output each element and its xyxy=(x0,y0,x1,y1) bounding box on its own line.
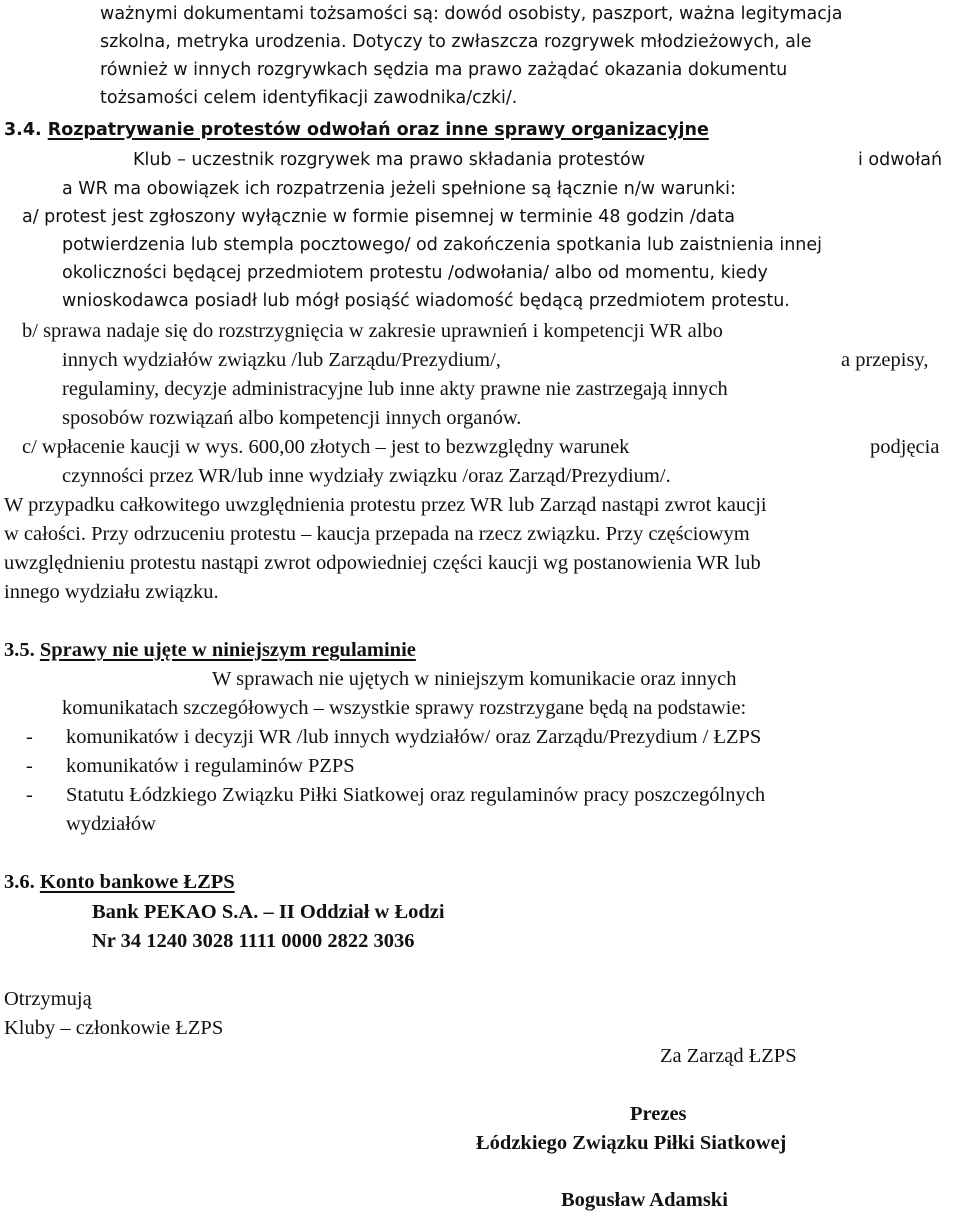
section-3-4-intro-line-2: a WR ma obowiązek ich rozpatrzenia jeżeli spełnione są łącznie n/w warunki: xyxy=(62,179,736,199)
section-3-4-heading xyxy=(4,117,709,143)
top-line-3-text: również w innych rozgrywkach sędzia ma prawo zażądać okazania dokumentu xyxy=(100,60,788,80)
section-3-6-title: Konto bankowe ŁZPS xyxy=(39,871,235,893)
item-b-line-1: b/ sprawa nadaje się do rozstrzygnięcia w zakresie uprawnień i kompetencji WR albo xyxy=(22,320,723,342)
bank-name: Bank PEKAO S.A. – II Oddział w Łodzi xyxy=(92,901,445,923)
section-3-5-intro-line-1: W sprawach nie ujętych w niniejszym komunikacie oraz innych xyxy=(212,668,737,690)
refund-line-3: uwzględnieniu protestu nastąpi zwrot odpowiedniej części kaucji wg postanowienia WR lub xyxy=(4,552,761,574)
section-3-4-number: 3.4. xyxy=(4,120,42,140)
refund-line-1: W przypadku całkowitego uwzględnienia protestu przez WR lub Zarząd nastąpi zwrot kaucji xyxy=(4,494,767,516)
bullet-2-text: komunikatów i regulaminów PZPS xyxy=(66,755,355,777)
top-paragraph-line-1 xyxy=(100,1,956,27)
item-b-line-4: sposobów rozwiązań albo kompetencji innych organów. xyxy=(62,407,522,429)
item-b-line-2-right: a przepisy, xyxy=(841,349,929,371)
section-3-4-title: Rozpatrywanie protestów odwołań oraz inne sprawy organizacyjne xyxy=(47,120,709,140)
recipients-label: Otrzymują xyxy=(4,988,92,1010)
bank-account-number: Nr 34 1240 3028 1111 0000 2822 3036 xyxy=(92,930,415,952)
signatory-role: Prezes xyxy=(630,1103,687,1125)
signatory-name: Bogusław Adamski xyxy=(561,1189,728,1211)
item-a-line-3: okoliczności będącej przedmiotem protestu /odwołania/ albo od momentu, kiedy xyxy=(62,263,768,283)
item-b-line-2-left: innych wydziałów związku /lub Zarządu/Prezydium/, xyxy=(62,349,501,371)
bullet-3-text: Statutu Łódzkiego Związku Piłki Siatkowej oraz regulaminów pracy poszczególnych xyxy=(66,784,766,806)
item-a-line-4: wnioskodawca posiadł lub mógł posiąść wiadomość będącą przedmiotem protestu. xyxy=(62,291,790,311)
section-3-5-heading xyxy=(4,637,416,663)
refund-line-2: w całości. Przy odrzuceniu protestu – kaucja przepada na rzecz związku. Przy częściowym xyxy=(4,523,750,545)
item-c-line-1-right: podjęcia xyxy=(870,436,940,458)
bullet-3-text-line-2: wydziałów xyxy=(66,813,156,835)
recipients-list: Kluby – członkowie ŁZPS xyxy=(4,1017,224,1039)
bullet-dash-2: - xyxy=(26,755,33,777)
top-line-1-text: ważnymi dokumentami tożsamości są: dowód osobisty, paszport, ważna legitymacja xyxy=(100,4,843,24)
section-3-6-heading xyxy=(4,869,235,895)
item-a-line-2: potwierdzenia lub stempla pocztowego/ od zakończenia spotkania lub zaistnienia innej xyxy=(62,235,823,255)
item-b-line-3: regulaminy, decyzje administracyjne lub inne akty prawne nie zastrzegają innych xyxy=(62,378,728,400)
section-3-5-intro-line-2: komunikatach szczegółowych – wszystkie sprawy rozstrzygane będą na podstawie: xyxy=(62,697,747,719)
refund-line-4: innego wydziału związku. xyxy=(4,581,219,603)
bullet-dash-1: - xyxy=(26,726,33,748)
top-line-4-text: tożsamości celem identyfikacji zawodnika/czki/. xyxy=(100,88,518,108)
top-paragraph-line-3 xyxy=(100,57,956,83)
bullet-1-text: komunikatów i decyzji WR /lub innych wydziałów/ oraz Zarządu/Prezydium / ŁZPS xyxy=(66,726,762,748)
bullet-dash-3: - xyxy=(26,784,33,806)
section-3-5-title: Sprawy nie ujęte w niniejszym regulaminie xyxy=(39,639,416,661)
signatory-organization: Łódzkiego Związku Piłki Siatkowej xyxy=(476,1132,787,1154)
signature-intro: Za Zarząd ŁZPS xyxy=(660,1045,797,1067)
top-line-2-text: szkolna, metryka urodzenia. Dotyczy to zwłaszcza rozgrywek młodzieżowych, ale xyxy=(100,32,812,52)
item-c-line-2: czynności przez WR/lub inne wydziały związku /oraz Zarząd/Prezydium/. xyxy=(62,465,671,487)
item-c-line-1-left: c/ wpłacenie kaucji w wys. 600,00 złotych – jest to bezwzględny warunek xyxy=(22,436,630,458)
top-paragraph-line-2 xyxy=(100,29,956,55)
item-a-line-1: a/ protest jest zgłoszony wyłącznie w formie pisemnej w terminie 48 godzin /data xyxy=(22,207,736,227)
section-3-5-number: 3.5. xyxy=(4,639,35,661)
section-3-6-number: 3.6. xyxy=(4,871,35,893)
section-3-4-intro-left: Klub – uczestnik rozgrywek ma prawo składania protestów xyxy=(133,150,646,170)
section-3-4-intro-right: i odwołań xyxy=(858,150,943,170)
top-paragraph-line-4 xyxy=(100,85,517,111)
